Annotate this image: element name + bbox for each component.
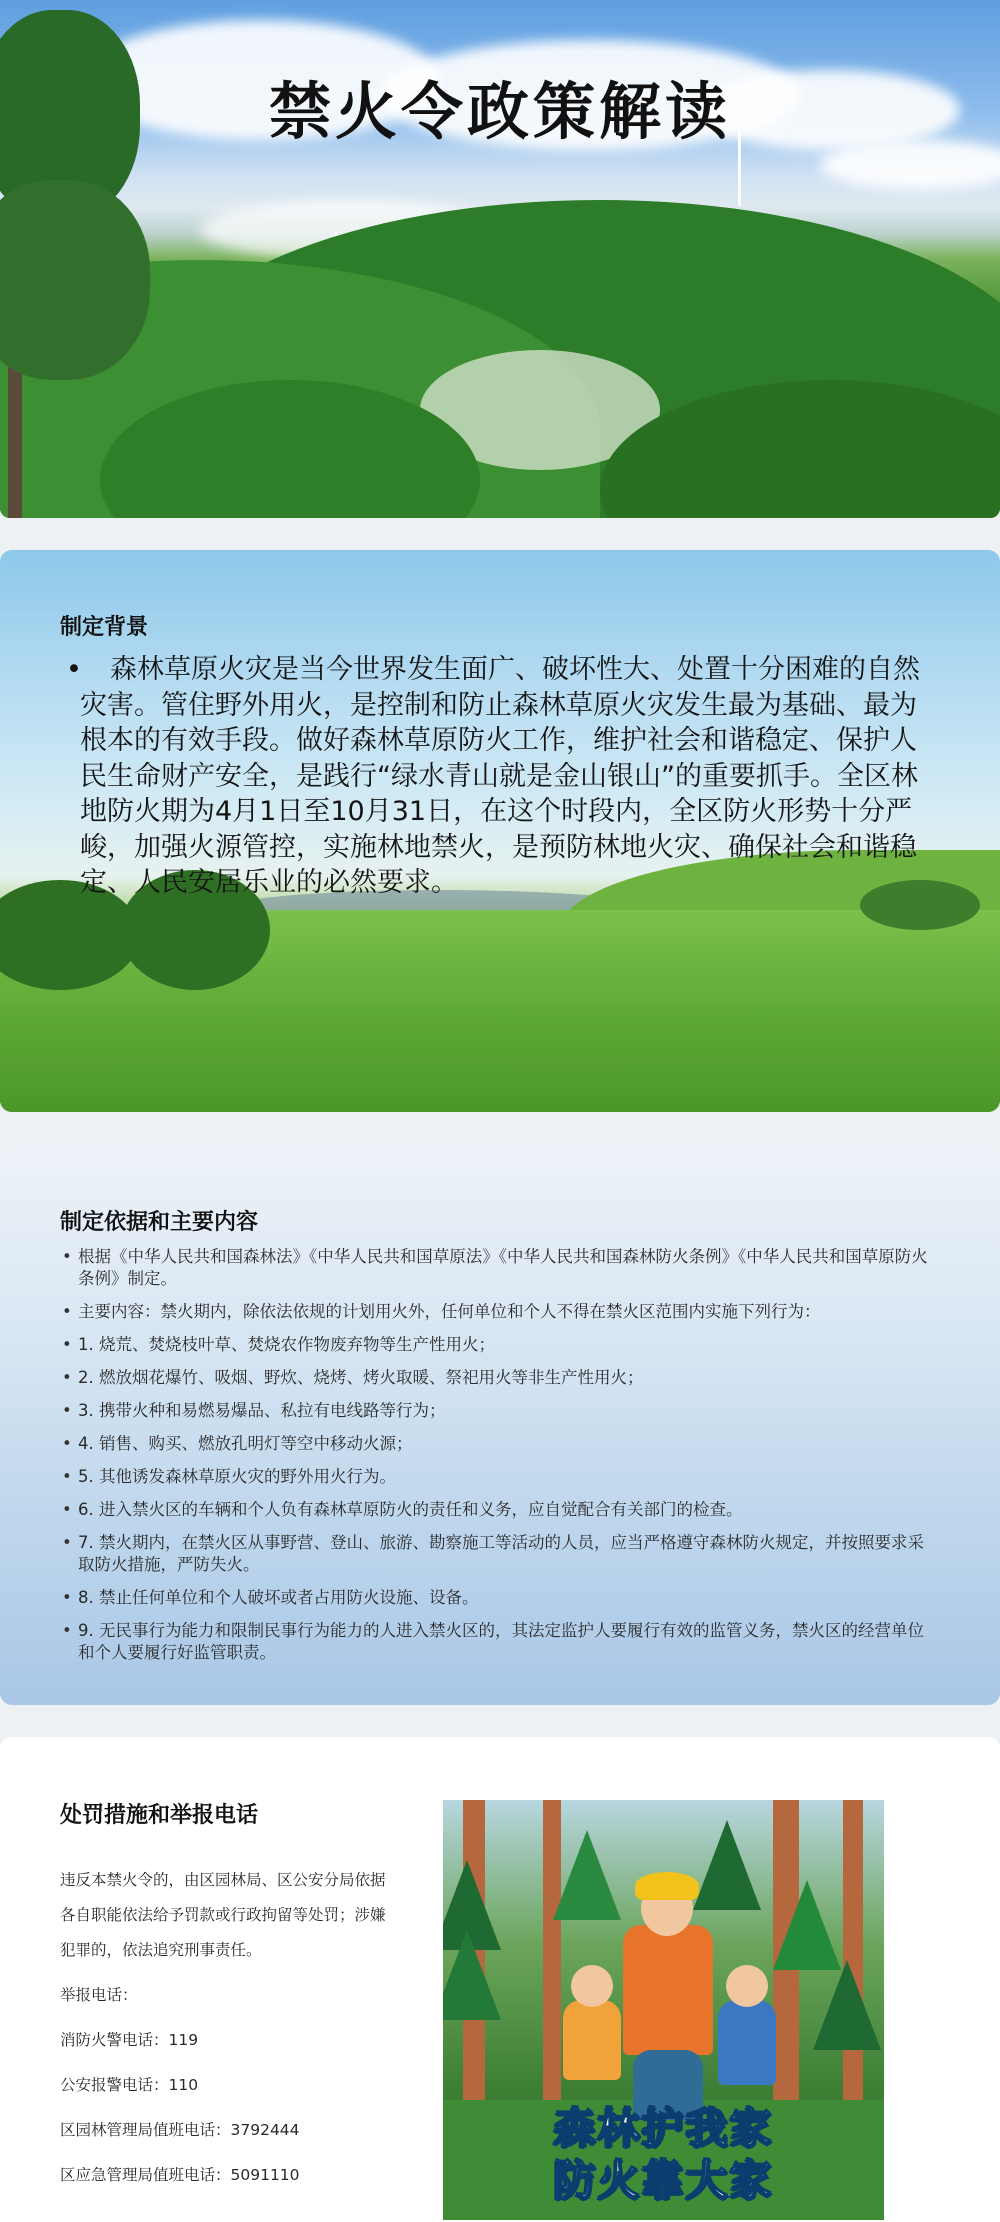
- list-item: • 3. 携带火种和易燃易爆品、私拉有电线路等行为；: [60, 1400, 940, 1422]
- list-item: • 主要内容：禁火期内，除依法依规的计划用火外，任何单位和个人不得在禁火区范围内实施下列行为：: [60, 1301, 940, 1323]
- pine-tree: [773, 1880, 841, 1970]
- list-item: • 9. 无民事行为能力和限制民事行为能力的人进入禁火区的，其法定监护人要履行有效的监管义务，禁火区的经营单位和个人要履行好监管职责。: [60, 1620, 940, 1664]
- list-item: • 7. 禁火期内，在禁火区从事野营、登山、旅游、勘察施工等活动的人员，应当严格遵守森林防火规定，并按照要求采取防火措施，严防失火。: [60, 1532, 940, 1576]
- rule-list: [60, 1246, 940, 1675]
- contact-line: 区园林管理局值班电话：3792444: [60, 2121, 300, 2139]
- bullet-dot: •: [66, 654, 82, 685]
- list-item: • 1. 烧荒、焚烧枝叶草、焚烧农作物废弃物等生产性用火；: [60, 1334, 940, 1356]
- list-item: • 2. 燃放烟花爆竹、吸烟、野炊、烧烤、烤火取暖、祭祀用火等非生产性用火；: [60, 1367, 940, 1389]
- child-figure: [563, 2000, 621, 2080]
- hero-banner: [0, 0, 1000, 518]
- hotline-label: 举报电话：: [60, 1986, 138, 2004]
- child-head: [726, 1965, 768, 2007]
- poster-slogan-line1: 森林护我家: [553, 2103, 774, 2152]
- pine-tree: [693, 1820, 761, 1910]
- background-section-title: 制定背景: [60, 615, 149, 640]
- penalty-section-title: 处罚措施和举报电话: [60, 1803, 259, 1828]
- background-text-block: [68, 652, 928, 901]
- contact-line: 区应急管理局值班电话：5091110: [60, 2166, 300, 2184]
- contact-line: 消防火警电话：119: [60, 2031, 199, 2049]
- basis-section-title: 制定依据和主要内容: [60, 1210, 259, 1235]
- list-item: • 8. 禁止任何单位和个人破坏或者占用防火设施、设备。: [60, 1587, 940, 1609]
- list-item: • 4. 销售、购买、燃放孔明灯等空中移动火源；: [60, 1433, 940, 1455]
- list-item: • 6. 进入禁火区的车辆和个人负有森林草原防火的责任和义务，应自觉配合有关部门的检查。: [60, 1499, 940, 1521]
- list-item: • 根据《中华人民共和国森林法》《中华人民共和国草原法》《中华人民共和国森林防火条例》《中华人民共和国草原防火条例》制定。: [60, 1246, 940, 1290]
- pine-tree: [813, 1960, 881, 2050]
- ranger-figure: [623, 1925, 713, 2055]
- list-item: • 5. 其他诱发森林草原火灾的野外用火行为。: [60, 1466, 940, 1488]
- tree-crown: [0, 180, 150, 380]
- page-title: 禁火令政策解读: [268, 75, 731, 148]
- poster-slogan-line2: 防火靠大家: [553, 2155, 774, 2204]
- background-paragraph: 森林草原火灾是当今世界发生面广、破坏性大、处置十分困难的自然灾害。管住野外用火，是控制和防止森林草原火灾发生最为基础、最为根本的有效手段。做好森林草原防火工作，维护社会和谐稳定、保护人民生命财产安全，是践行“绿水青山就是金山银山”的重要抓手。全区林地防火期为4月1日至10月31日，在这个时段内，全区防火形势十分严峻，加强火源管控，实施林地禁火，是预防林地火灾、确保社会和谐稳定、人民安居乐业的必然要求。: [80, 654, 920, 898]
- contact-line: 公安报警电话：110: [60, 2076, 199, 2094]
- tree-trunk: [843, 1800, 863, 2110]
- pine-tree: [553, 1830, 621, 1920]
- pine-tree: [443, 1930, 501, 2020]
- child-figure: [718, 2000, 776, 2085]
- child-head: [571, 1965, 613, 2007]
- hard-hat: [635, 1872, 699, 1900]
- penalty-text: 违反本禁火令的，由区园林局、区公安分局依据各自职能依法给予罚款或行政拘留等处罚；涉嫌犯罪的，依法追究刑事责任。: [60, 1871, 386, 1959]
